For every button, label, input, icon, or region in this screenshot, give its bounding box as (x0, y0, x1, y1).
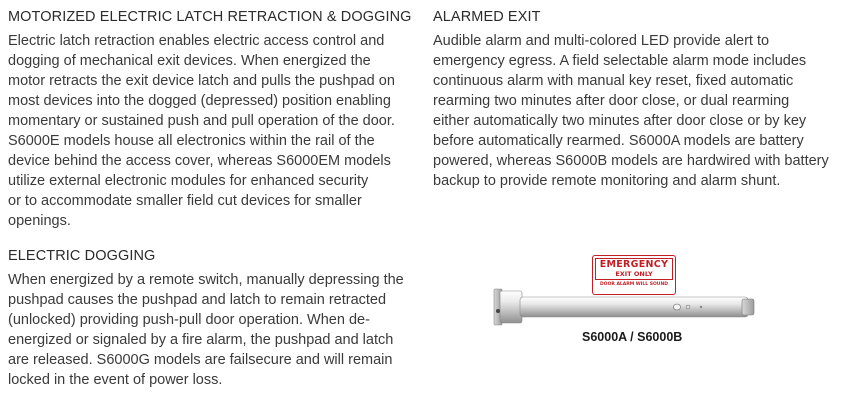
paragraph-line: momentary or sustained push and pull operation of the door. (8, 113, 395, 129)
sign-band (595, 258, 673, 280)
paragraph-line: locked in the event of power loss. (8, 372, 223, 388)
paragraph-line: S6000E models house all electronics within the rail of the (8, 133, 375, 149)
paragraph-electric-dogging (8, 270, 418, 390)
paragraph-line: Audible alarm and multi-colored LED provide alert to (433, 33, 770, 49)
paragraph-line: utilize external electronic modules for enhanced security (8, 173, 369, 189)
section-latch-retraction (8, 7, 418, 231)
paragraph-line: most devices into the dogged (depressed) position enabling (8, 93, 391, 109)
product-caption: S6000A / S6000B (582, 330, 683, 344)
device-rail (520, 297, 748, 317)
paragraph-line: are released. S6000G models are failsecure and will remain (8, 352, 393, 368)
paragraph-line: either automatically two minutes after door close or by key (433, 113, 807, 129)
paragraph-line: or to accommodate smaller field cut devices for smaller (8, 193, 362, 209)
paragraph-line: Electric latch retraction enables electric access control and (8, 33, 385, 49)
paragraph-line: energized or signaled by a fire alarm, the pushpad and latch (8, 332, 394, 348)
product-illustration (490, 255, 760, 355)
section-electric-dogging (8, 246, 418, 390)
heading-electric-dogging: ELECTRIC DOGGING (8, 248, 156, 264)
paragraph-line: pushpad causes the pushpad and latch to remain retracted (8, 292, 387, 308)
paragraph-line: rearming two minutes after door close, or dual rearming (433, 93, 790, 109)
paragraph-line: When energized by a remote switch, manually depressing the (8, 272, 404, 288)
heading-latch-retraction: MOTORIZED ELECTRIC LATCH RETRACTION & DOGGING (8, 9, 412, 25)
end-cap (742, 299, 754, 315)
paragraph-line: motor retracts the exit device latch and pulls the pushpad on (8, 73, 395, 89)
paragraph-line: continuous alarm with manual key reset, fixed automatic (433, 73, 794, 89)
sign-subtitle: EXIT ONLY (615, 270, 653, 278)
paragraph-latch-retraction (8, 31, 418, 231)
sign-title: EMERGENCY (599, 259, 669, 270)
sign-small-text: DOOR ALARM WILL SOUND (600, 282, 668, 287)
paragraph-line: backup to provide remote monitoring and alarm shunt. (433, 173, 781, 189)
paragraph-line: before automatically rearmed. S6000A models are battery (433, 133, 804, 149)
section-alarmed-exit (433, 7, 843, 191)
heading-alarmed-exit: ALARMED EXIT (433, 9, 541, 25)
paragraph-line: (unlocked) providing push-pull door operation. When de- (8, 312, 370, 328)
paragraph-line: emergency egress. A field selectable alarm mode includes (433, 53, 807, 69)
paragraph-line: openings. (8, 213, 71, 229)
paragraph-line: device behind the access cover, whereas S6000EM models (8, 153, 391, 169)
mounting-bracket (494, 289, 522, 325)
paragraph-alarmed-exit (433, 31, 843, 191)
paragraph-line: powered, whereas S6000B models are hardwired with battery (433, 153, 829, 169)
paragraph-line: dogging of mechanical exit devices. When energized the (8, 53, 371, 69)
